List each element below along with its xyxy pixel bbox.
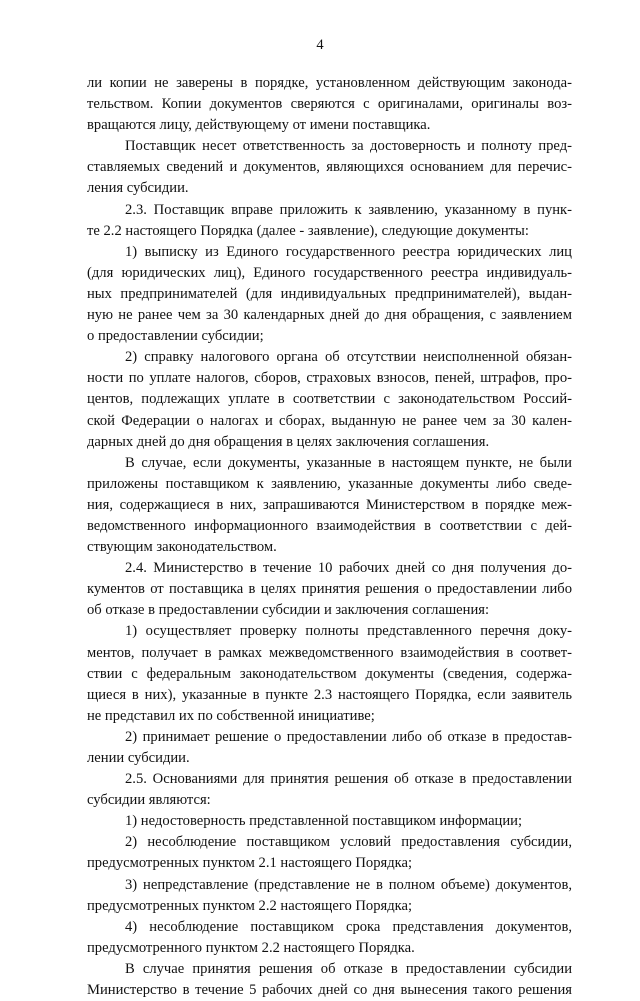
text-line: (для юридических лиц), Единого государственного реестра индивидуаль- xyxy=(87,264,572,281)
text-line: Поставщик несет ответственность за достоверность и полноту пред- xyxy=(125,138,572,155)
text-line: предусмотренных пунктом 2.2 настоящего Порядка; xyxy=(87,897,413,914)
text-line: ности по уплате налогов, сборов, страховых взносов, пеней, штрафов, про- xyxy=(87,370,572,387)
text-line: ставляемых сведений и документов, являющихся основанием для перечис- xyxy=(87,159,572,176)
text-line: ствующим законодательством. xyxy=(87,539,277,556)
text-line: предусмотренных пунктом 2.1 настоящего Порядка; xyxy=(87,855,413,872)
text-line: центов, подлежащих уплате в соответствии с законодательством Россий- xyxy=(87,391,572,408)
text-line: Министерство в течение 5 рабочих дней со дня вынесения такого решения xyxy=(87,982,572,999)
text-line: 1) осуществляет проверку полноты представленного перечня доку- xyxy=(125,623,572,640)
text-line: ных предпринимателей (для индивидуальных предпринимателей), выдан- xyxy=(87,285,572,302)
text-line: В случае принятия решения об отказе в предоставлении субсидии xyxy=(125,960,572,977)
text-line: 2.4. Министерство в течение 10 рабочих дней со дня получения до- xyxy=(125,560,572,577)
text-line: о предоставлении субсидии; xyxy=(87,328,264,345)
text-line: 1) выписку из Единого государственного реестра юридических лиц xyxy=(125,243,572,260)
text-line: вращаются лицу, действующему от имени поставщика. xyxy=(87,117,431,134)
text-line: кументов от поставщика в целях принятия решения о предоставлении либо xyxy=(87,581,572,598)
text-line: 1) недостоверность представленной поставщиком информации; xyxy=(125,813,523,830)
page-number: 4 xyxy=(316,37,324,53)
text-line: 2) справку налогового органа об отсутствии неисполненной обязан- xyxy=(125,349,572,366)
text-line: щиеся в них), указанные в пункте 2.3 настоящего Порядка, если заявитель xyxy=(87,686,572,703)
text-line: ния, содержащиеся в них, запрашиваются Министерством в порядке меж- xyxy=(87,496,572,513)
text-line: 2) несоблюдение поставщиком условий предоставления субсидии, xyxy=(125,834,572,851)
document-body xyxy=(87,73,572,1001)
text-line: дарных дней до дня обращения в целях заключения соглашения. xyxy=(87,433,490,450)
text-line: 4) несоблюдение поставщиком срока представления документов, xyxy=(125,918,572,935)
text-line: тельством. Копии документов сверяются с оригиналами, оригиналы воз- xyxy=(87,96,572,113)
text-line: те 2.2 настоящего Порядка (далее - заявление), следующие документы: xyxy=(87,222,529,239)
text-line: 2.3. Поставщик вправе приложить к заявлению, указанному в пунк- xyxy=(125,201,572,218)
text-line: 2) принимает решение о предоставлении либо об отказе в предостав- xyxy=(125,728,572,745)
text-line: приложены поставщиком к заявлению, указанные документы либо сведе- xyxy=(87,475,572,492)
text-line: ментов, получает в рамках межведомственного взаимодействия в соответ- xyxy=(87,644,572,661)
text-line: об отказе в предоставлении субсидии и заключения соглашения: xyxy=(87,602,490,619)
text-line: предусмотренного пунктом 2.2 настоящего Порядка. xyxy=(87,939,415,956)
text-line: ской Федерации о налогах и сборах, выданную не ранее чем за 30 кален- xyxy=(87,412,572,429)
text-line: В случае, если документы, указанные в настоящем пункте, не были xyxy=(125,454,572,471)
text-line: ную не ранее чем за 30 календарных дней до дня обращения, с заявлением xyxy=(87,307,572,324)
text-line: не представил их по собственной инициативе; xyxy=(87,707,375,724)
text-line: субсидии являются: xyxy=(87,792,211,809)
text-line: ления субсидии. xyxy=(87,180,189,197)
text-line: 2.5. Основаниями для принятия решения об отказе в предоставлении xyxy=(125,771,572,788)
text-line: ведомственного информационного взаимодействия в соответствии с дей- xyxy=(87,517,572,534)
text-line: лении субсидии. xyxy=(87,750,190,766)
text-line: ствии с федеральным законодательством документы (сведения, содержа- xyxy=(87,665,572,682)
text-line: ли копии не заверены в порядке, установленном действующим законода- xyxy=(87,75,572,91)
text-line: 3) непредставление (представление не в полном объеме) документов, xyxy=(125,876,572,893)
